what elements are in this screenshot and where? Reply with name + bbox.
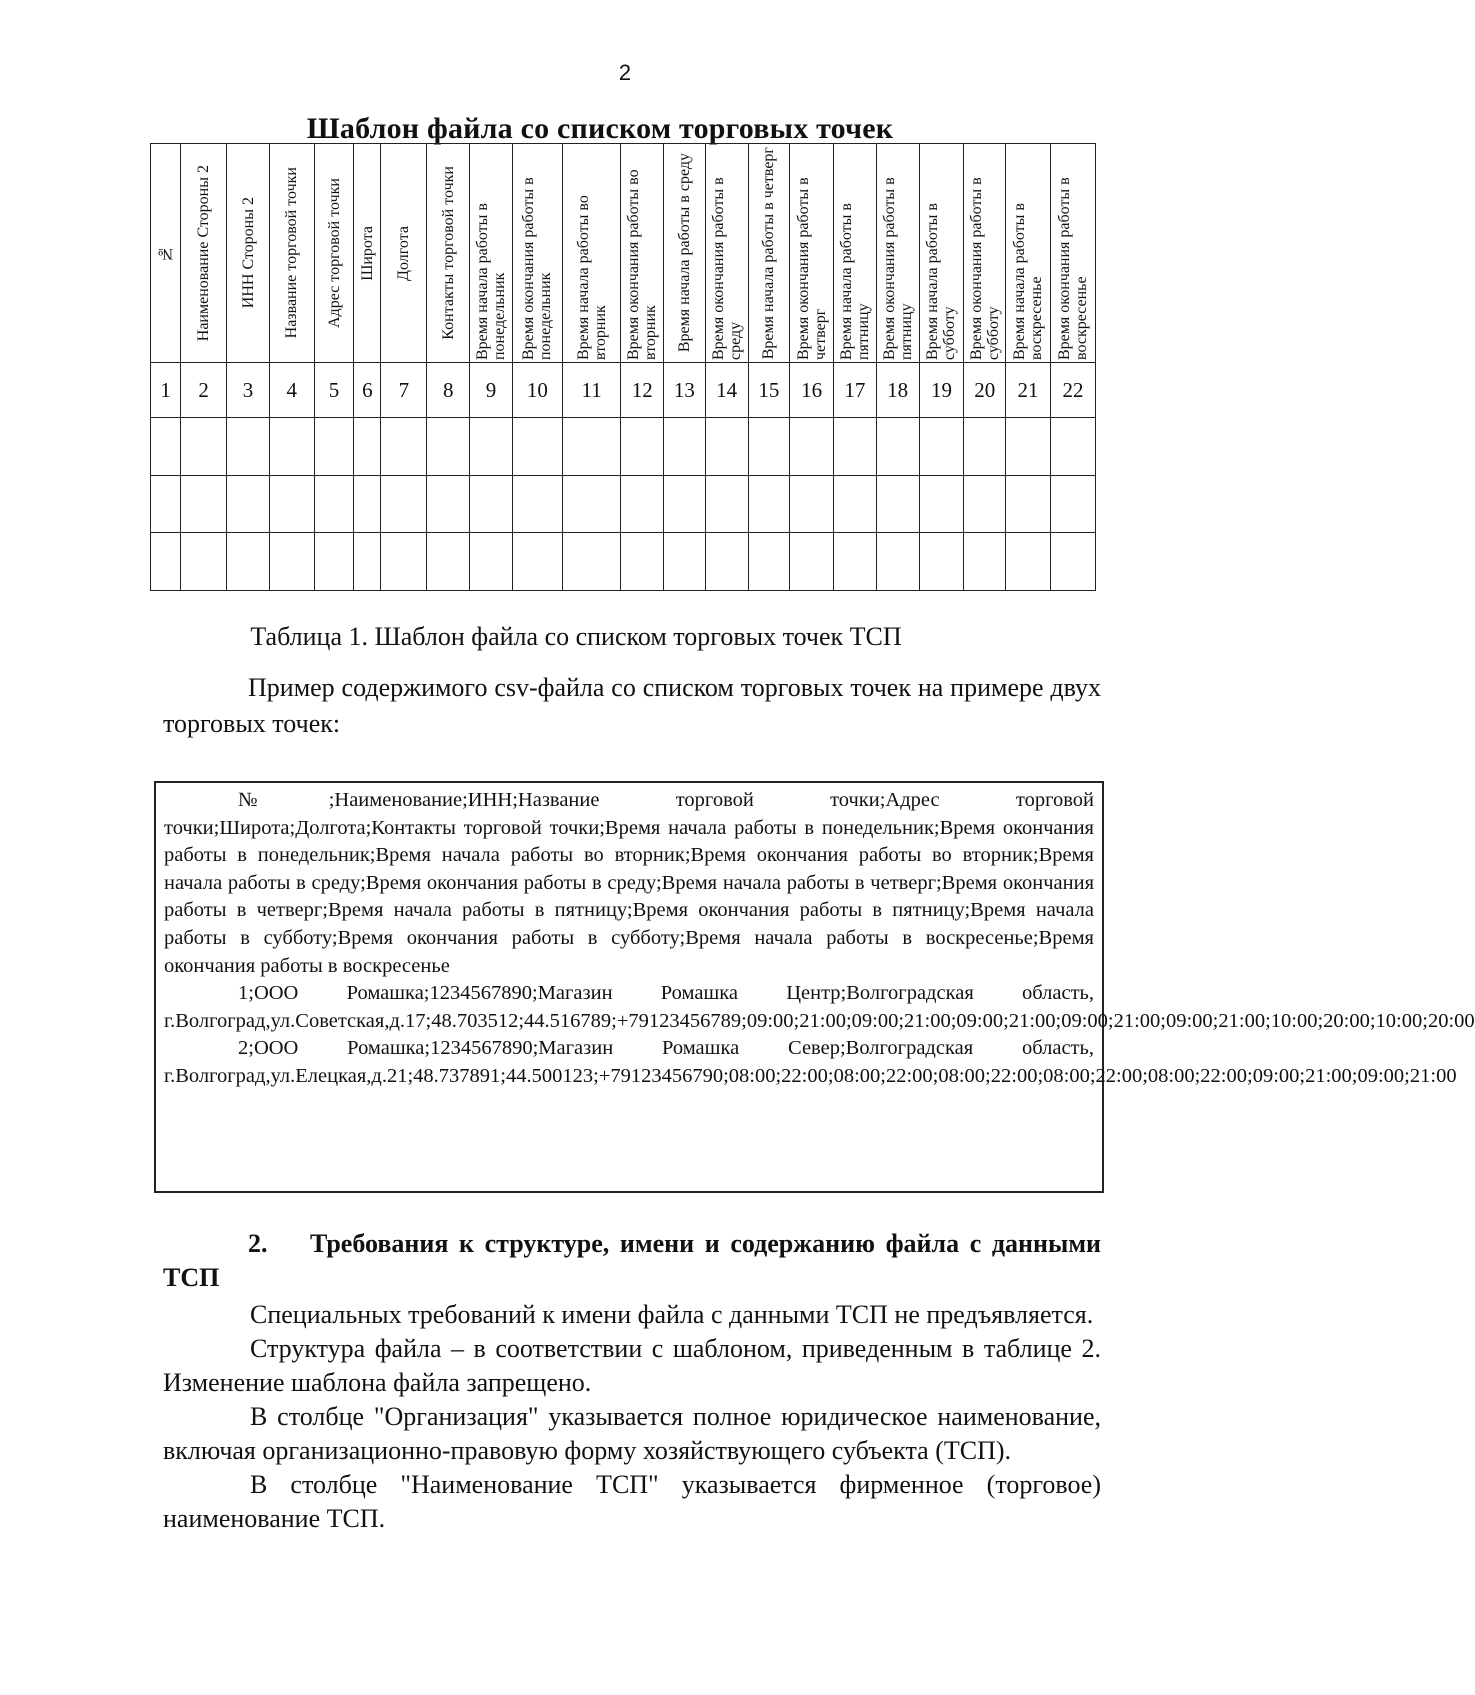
- empty-cell: [181, 418, 227, 476]
- column-number: 2: [181, 363, 227, 418]
- empty-cell: [664, 418, 706, 476]
- empty-cell: [151, 533, 181, 591]
- column-header: [381, 144, 427, 363]
- column-number: 6: [354, 363, 381, 418]
- empty-cell: [151, 475, 181, 533]
- empty-cell: [562, 475, 620, 533]
- empty-cell: [621, 418, 664, 476]
- section-body: [163, 1298, 1101, 1536]
- empty-cell: [876, 475, 919, 533]
- paragraph: В столбце "Наименование ТСП" указывается фирменное (торговое) наименование ТСП.: [163, 1470, 1101, 1533]
- column-number: 9: [470, 363, 513, 418]
- column-number: 21: [1006, 363, 1051, 418]
- column-header-label: Время начала работы в воскресенье: [1011, 203, 1046, 360]
- column-number: 13: [664, 363, 706, 418]
- empty-cell: [834, 533, 877, 591]
- column-header: [227, 144, 270, 363]
- column-header: [151, 144, 181, 363]
- column-header: [621, 144, 664, 363]
- empty-cell: [354, 418, 381, 476]
- empty-cell: [1006, 475, 1051, 533]
- empty-cell: [427, 533, 470, 591]
- csv-row-2: 2;ООО Ромашка;1234567890;Магазин Ромашка Север;Волгоградская область, г.Волгоград,ул.Елецкая,д.21;48.737891;44.500123;+79123456790;08:00;22:00;08:00;22:00;08:00;22:00;08:00;22:00;08:00;22:00;09:00;21:00;09:00;21:00: [164, 1037, 1457, 1087]
- example-intro: [163, 670, 1101, 742]
- column-header: [427, 144, 470, 363]
- number-row: [151, 363, 1096, 418]
- column-header: [964, 144, 1006, 363]
- column-number: 5: [314, 363, 354, 418]
- empty-cell: [705, 533, 748, 591]
- column-header: [834, 144, 877, 363]
- template-table: [150, 143, 1096, 591]
- column-header: [664, 144, 706, 363]
- table-caption: Таблица 1. Шаблон файла со списком торговых точек ТСП: [250, 622, 902, 651]
- empty-cell: [381, 418, 427, 476]
- column-header: [470, 144, 513, 363]
- empty-cell: [621, 533, 664, 591]
- empty-cell: [748, 533, 790, 591]
- empty-cell: [151, 418, 181, 476]
- column-number: 17: [834, 363, 877, 418]
- empty-cell: [705, 418, 748, 476]
- empty-cell: [876, 418, 919, 476]
- column-header-label: Время начала работы в понедельник: [473, 203, 508, 360]
- column-number: 15: [748, 363, 790, 418]
- column-header: [919, 144, 964, 363]
- empty-cell: [964, 418, 1006, 476]
- column-header-label: Время начала работы в четверг: [760, 146, 778, 360]
- column-number: 3: [227, 363, 270, 418]
- column-header-label: Широта: [358, 225, 376, 281]
- column-header: [876, 144, 919, 363]
- empty-cell: [919, 533, 964, 591]
- empty-cell: [1006, 418, 1051, 476]
- column-number: 1: [151, 363, 181, 418]
- empty-cell: [181, 475, 227, 533]
- empty-cell: [512, 418, 562, 476]
- empty-cell: [562, 533, 620, 591]
- section-number: 2.: [248, 1229, 268, 1258]
- column-header-label: Время окончания работы в четверг: [794, 177, 829, 360]
- column-header-label: Время начала работы в пятницу: [837, 203, 872, 360]
- empty-cell: [919, 475, 964, 533]
- empty-cell: [381, 533, 427, 591]
- empty-cell: [964, 533, 1006, 591]
- column-header-label: Время окончания работы в воскресенье: [1055, 177, 1090, 360]
- column-number: 19: [919, 363, 964, 418]
- column-header-label: Время окончания работы в среду: [709, 177, 744, 360]
- empty-cell: [790, 475, 834, 533]
- csv-example-box: [154, 781, 1475, 1193]
- column-header-label: Время окончания работы в понедельник: [520, 177, 555, 360]
- column-header: [748, 144, 790, 363]
- column-number: 16: [790, 363, 834, 418]
- empty-cell: [919, 418, 964, 476]
- empty-cell: [314, 475, 354, 533]
- empty-cell: [470, 418, 513, 476]
- table-title: Шаблон файла со списком торговых точек: [306, 112, 894, 145]
- column-header: [1050, 144, 1095, 363]
- csv-row-1: 1;ООО Ромашка;1234567890;Магазин Ромашка Центр;Волгоградская область, г.Волгоград,ул.Советская,д.17;48.703512;44.516789;+79123456789;09:00;21:00;09:00;21:00;09:00;21:00;09:00;21:00;09:00;21:00;10:00;20:00;10:00;20:00: [164, 982, 1475, 1032]
- empty-cell: [269, 475, 314, 533]
- page-number: 2: [618, 60, 632, 85]
- empty-cell: [748, 418, 790, 476]
- empty-cell: [470, 533, 513, 591]
- empty-cell: [621, 475, 664, 533]
- section-title: Требования к структуре, имени и содержанию файла с данными ТСП: [163, 1229, 1102, 1292]
- empty-cell: [512, 475, 562, 533]
- column-number: 7: [381, 363, 427, 418]
- column-header: [181, 144, 227, 363]
- empty-cell: [512, 533, 562, 591]
- paragraph: Структура файла – в соответствии с шаблоном, приведенным в таблице 2. Изменение шаблона файла запрещено.: [163, 1334, 1101, 1397]
- column-header-label: Наименование Стороны 2: [195, 164, 213, 342]
- empty-cell: [790, 533, 834, 591]
- empty-cell: [1050, 475, 1095, 533]
- empty-cell: [427, 418, 470, 476]
- column-header: [512, 144, 562, 363]
- empty-cell: [354, 475, 381, 533]
- empty-cell: [470, 475, 513, 533]
- empty-cell: [1050, 533, 1095, 591]
- section-heading: [163, 1227, 1101, 1295]
- empty-cell: [1006, 533, 1051, 591]
- empty-cell: [1050, 418, 1095, 476]
- column-header: [314, 144, 354, 363]
- column-number: 20: [964, 363, 1006, 418]
- empty-cell: [427, 475, 470, 533]
- empty-cell: [705, 475, 748, 533]
- column-header-label: Время начала работы в субботу: [924, 203, 959, 360]
- column-header: [562, 144, 620, 363]
- empty-cell: [664, 533, 706, 591]
- empty-cell: [269, 533, 314, 591]
- empty-cell: [227, 533, 270, 591]
- empty-cell: [227, 418, 270, 476]
- column-header-label: Время окончания работы в субботу: [967, 177, 1002, 360]
- column-number: 4: [269, 363, 314, 418]
- column-header-label: Адрес торговой точки: [325, 178, 343, 328]
- column-number: 22: [1050, 363, 1095, 418]
- example-intro-text: Пример содержимого csv-файла со списком торговых точек на примере двух торговых точек:: [163, 673, 1101, 738]
- column-header-label: Время окончания работы в пятницу: [880, 177, 915, 360]
- column-number: 12: [621, 363, 664, 418]
- column-header-label: ИНН Стороны 2: [239, 197, 257, 309]
- empty-cell: [227, 475, 270, 533]
- column-header: [705, 144, 748, 363]
- empty-cell: [562, 418, 620, 476]
- empty-cell: [876, 533, 919, 591]
- paragraph: В столбце "Организация" указывается полное юридическое наименование, включая организационно-правовую форму хозяйствующего субъекта (ТСП).: [163, 1402, 1101, 1465]
- column-number: 18: [876, 363, 919, 418]
- empty-cell: [269, 418, 314, 476]
- empty-cell: [664, 475, 706, 533]
- empty-cell: [834, 418, 877, 476]
- column-header: [269, 144, 314, 363]
- column-header-label: Контакты торговой точки: [439, 166, 457, 340]
- column-number: 10: [512, 363, 562, 418]
- blank-row: [151, 418, 1096, 476]
- empty-cell: [834, 475, 877, 533]
- column-header-label: Время начала работы во вторник: [574, 195, 609, 360]
- csv-header-line: №;Наименование;ИНН;Название торговой точки;Адрес торговой точки;Широта;Долгота;Контакты торговой точки;Время начала работы в понедельник;Время окончания работы в понедельник;Время начала работы во вторник;Время окончания работы во вторник;Время начала работы в среду;Время окончания работы в среду;Время начала работы в четверг;Время окончания работы в четверг;Время начала работы в пятницу;Время окончания работы в пятницу;Время начала работы в субботу;Время окончания работы в субботу;Время начала работы в воскресенье;Время окончания работы в воскресенье: [164, 789, 1094, 977]
- empty-cell: [314, 533, 354, 591]
- column-header-label: Время окончания работы во вторник: [625, 169, 660, 360]
- column-header-label: Название торговой точки: [283, 167, 301, 339]
- column-header-label: Время начала работы в среду: [675, 153, 693, 353]
- column-number: 11: [562, 363, 620, 418]
- column-number: 8: [427, 363, 470, 418]
- blank-row: [151, 475, 1096, 533]
- column-header: [1006, 144, 1051, 363]
- empty-cell: [748, 475, 790, 533]
- empty-cell: [381, 475, 427, 533]
- column-number: 14: [705, 363, 748, 418]
- empty-cell: [964, 475, 1006, 533]
- empty-cell: [181, 533, 227, 591]
- empty-cell: [314, 418, 354, 476]
- empty-cell: [354, 533, 381, 591]
- paragraph: Специальных требований к имени файла с данными ТСП не предъявляется.: [250, 1300, 1094, 1329]
- empty-cell: [790, 418, 834, 476]
- column-header-label: Долгота: [395, 225, 413, 281]
- blank-row: [151, 533, 1096, 591]
- header-row: [151, 144, 1096, 363]
- column-header: [354, 144, 381, 363]
- column-header: [790, 144, 834, 363]
- column-header-label: №: [157, 244, 175, 262]
